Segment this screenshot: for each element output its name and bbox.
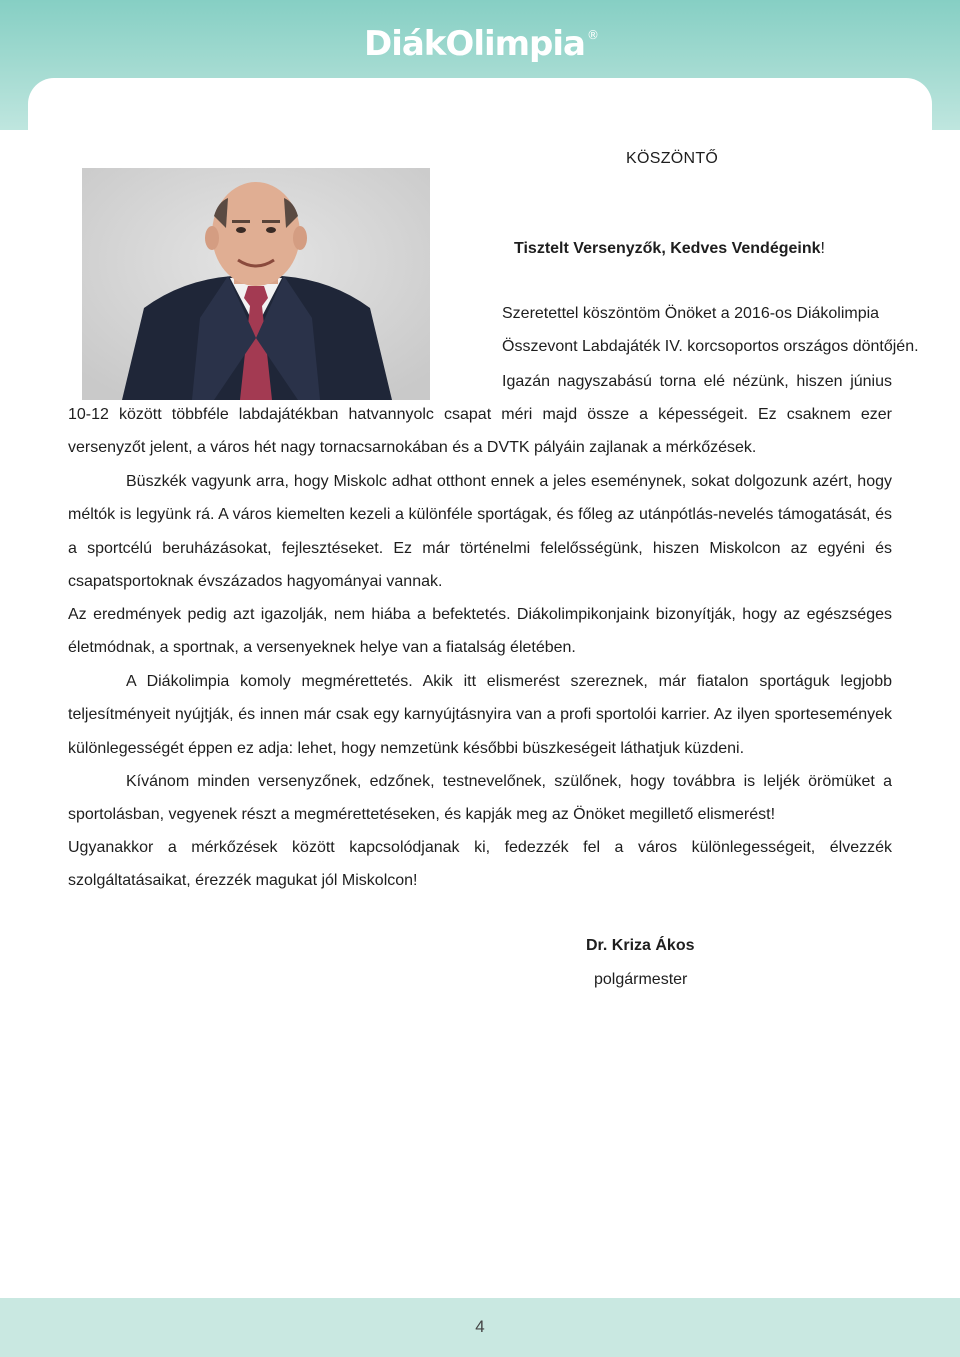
page-title: KÖSZÖNTŐ — [626, 150, 719, 167]
logo-text: DiákOlimpia — [363, 24, 585, 64]
salutation-exclamation: ! — [820, 240, 825, 257]
paragraph-2-line-1: Igazán nagyszabású torna elé nézünk, hiszen június — [502, 373, 892, 390]
paragraph-2-rest: 10-12 között többféle labdajátékban hatvannyolc csapat méri majd össze a képességeit. Ez csaknem ezer versenyzőt jelent, a város hét nagy tornacsarnokában és a DVTK pályáin zajlanak a mérkőzések. — [68, 406, 892, 457]
paragraph-3: Büszkék vagyunk arra, hogy Miskolc adhat otthont ennek a jeles eseménynek, sokat dolgozunk azért, hogy méltók is legyünk rá. A város kiemelten kezeli a különféle sportágak, és főleg az utánpótlás-nevelés támogatását, és a sportcélú beruházásokat, fejlesztéseket. Ez már történelmi felelősségünk, hiszen Miskolcon az egyéni és csapatsportoknak évszázados hagyományai vannak. — [68, 473, 892, 591]
paragraph-6: Kívánom minden versenyzőnek, edzőnek, testnevelőnek, szülőnek, hogy továbbra is leljék örömüket a sportolásban, vegyenek részt a megmérettetéseken, és kapják meg az Önöket megillető elismerést! — [68, 773, 892, 824]
registered-mark: ® — [587, 28, 598, 42]
salutation-text: Tisztelt Versenyzők, Kedves Vendégeink — [514, 240, 821, 257]
paragraph-7: Ugyanakkor a mérkőzések között kapcsolódjanak ki, fedezzék fel a város különlegességeit, élvezzék szolgáltatásaikat, érezzék magukat jól Miskolcon! — [68, 839, 892, 890]
paragraph-5: A Diákolimpia komoly megmérettetés. Akik itt elismerést szereznek, már fiatalon sportáguk legjobb teljesítményeit nyújtják, és innen már csak egy karnyújtásnyira van a profi sportolói karrier. Az ilyen sportesemények különlegességét éppen ez adja: lehet, hogy nemzetünk későbbi büszkeségeit láthatjuk küzdeni. — [68, 673, 892, 757]
signature-role: polgármester — [594, 971, 688, 988]
paragraph-1-line-1: Szeretettel köszöntöm Önöket a 2016-os Diákolimpia — [502, 305, 880, 322]
signature-name: Dr. Kriza Ákos — [586, 937, 695, 954]
paragraph-1-line-2: Összevont Labdajáték IV. korcsoportos országos döntőjén. — [502, 338, 919, 355]
page-number: 4 — [475, 1317, 485, 1336]
paragraph-4: Az eredmények pedig azt igazolják, nem hiába a befektetés. Diákolimpikonjaink bizonyítják, hogy az egészséges életmódnak, a sportnak, a versenyeknek helye van a fiatalság életében. — [68, 606, 892, 657]
